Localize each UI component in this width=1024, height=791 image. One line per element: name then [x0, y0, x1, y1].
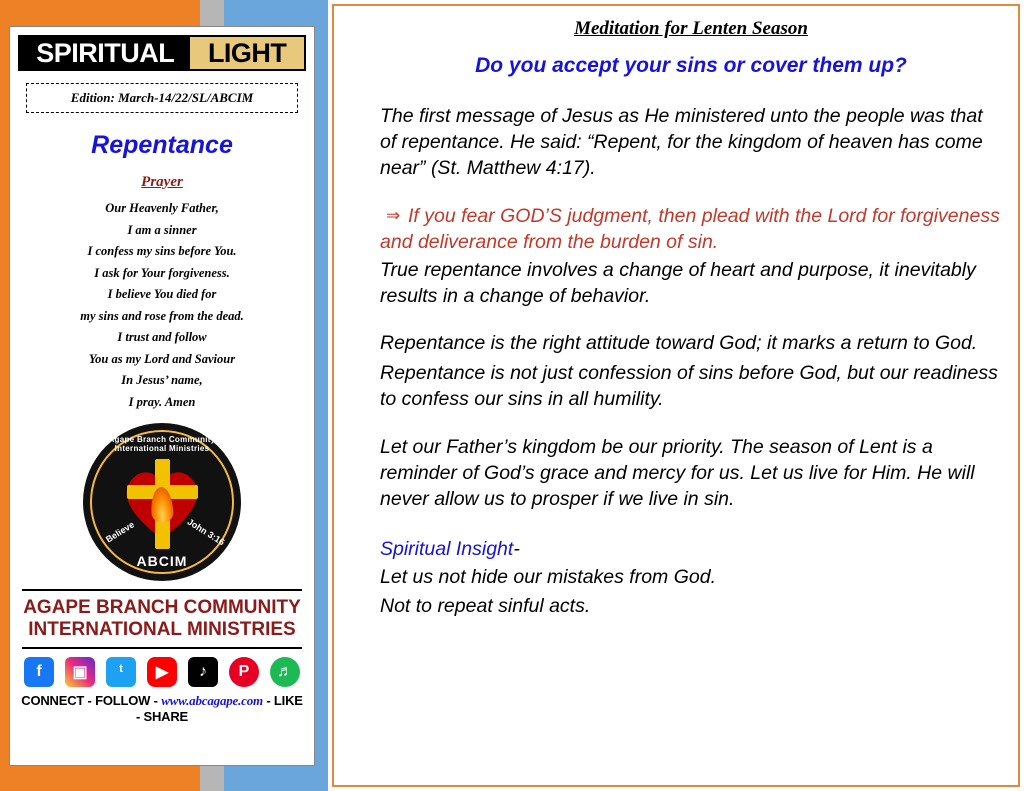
- article-paragraph-1: The first message of Jesus as He ministered unto the people was that of repentance. He said: “Repent, for the kingdom of heaven has come near” (St. Matthew 4:17).: [380, 105, 983, 179]
- facebook-icon[interactable]: [24, 657, 54, 687]
- prayer-line: I pray. Amen: [128, 394, 196, 409]
- prayer-line: You as my Lord and Saviour: [88, 351, 236, 366]
- prayer-line: I believe You died for: [107, 287, 217, 301]
- article-title: Meditation for Lenten Season: [574, 18, 808, 39]
- spiritual-insight-line-2: Not to repeat sinful acts.: [380, 594, 591, 617]
- pinterest-icon[interactable]: [229, 657, 259, 687]
- article-paragraph-2: True repentance involves a change of heart and purpose, it inevitably results in a change of behavior.: [380, 258, 976, 307]
- connect-line: [18, 693, 306, 724]
- prayer-line: I am a sinner: [127, 222, 197, 237]
- spiritual-insight-line-1: Let us not hide our mistakes from God.: [380, 566, 716, 589]
- organization-name: [18, 597, 306, 641]
- emblem-top-text: Agape Branch Community International Ministries: [108, 435, 216, 453]
- emblem-acronym: ABCIM: [136, 553, 188, 569]
- flyer-title: Repentance: [91, 131, 233, 159]
- emblem-left-text: Believe: [103, 519, 137, 545]
- organization-name-line1: AGAPE BRANCH COMMUNITY: [23, 597, 301, 618]
- spiritual-insight-block: [380, 535, 1002, 620]
- twitter-icon[interactable]: [106, 657, 136, 687]
- article-paragraph-highlight: If you fear GOD’S judgment, then plead with the Lord for forgiveness and deliverance from the burden of sin.: [380, 204, 1000, 253]
- emblem-circle: [83, 423, 241, 581]
- prayer-text: [18, 198, 306, 413]
- article-question: Do you accept your sins or cover them up?: [475, 54, 907, 77]
- article-paragraph-5: Let our Father’s kingdom be our priority. The season of Lent is a reminder of God’s grace and mercy for us. Let us live for Him. He will never allow us to prosper if we live in sin.: [380, 436, 975, 511]
- logo-word-light: LIGHT: [190, 37, 304, 69]
- emblem-right-text: John 3:16: [185, 516, 227, 548]
- tiktok-icon[interactable]: [188, 657, 218, 687]
- divider-top: [22, 589, 302, 591]
- spiritual-insight-label: Spiritual Insight: [380, 537, 514, 560]
- article-panel: [332, 4, 1020, 787]
- twitter-glyph: ᵗ: [119, 662, 123, 680]
- pinterest-glyph: P: [238, 662, 250, 680]
- spiritual-insight-dash: -: [513, 537, 520, 560]
- spotify-icon[interactable]: [270, 657, 300, 687]
- article-paragraph-3: Repentance is the right attitude toward God; it marks a return to God.: [380, 332, 978, 355]
- instagram-icon[interactable]: [65, 657, 95, 687]
- prayer-line: my sins and rose from the dead.: [80, 308, 244, 323]
- connect-prefix: CONNECT - FOLLOW -: [21, 692, 158, 708]
- prayer-line: I trust and follow: [117, 330, 207, 344]
- facebook-glyph: f: [36, 662, 42, 680]
- prayer-heading: Prayer: [141, 174, 183, 190]
- ministry-emblem: [18, 423, 306, 581]
- social-links: [18, 657, 306, 687]
- prayer-line: I ask for Your forgiveness.: [94, 265, 230, 280]
- spiritual-insight-heading: [380, 535, 1002, 563]
- youtube-icon[interactable]: [147, 657, 177, 687]
- flyer-card: [9, 26, 315, 766]
- prayer-line: In Jesus’ name,: [121, 373, 203, 387]
- prayer-line: I confess my sins before You.: [87, 244, 237, 258]
- arrow-marker-icon: ⇒: [386, 205, 401, 225]
- spotify-glyph: ♬: [277, 662, 293, 680]
- youtube-glyph: ▶: [155, 663, 169, 681]
- logo-word-spiritual: SPIRITUAL: [20, 37, 190, 69]
- publication-logo: [18, 35, 306, 71]
- article-paragraph-4: Repentance is not just confession of sins before God, but our readiness to confess our sins in all humility.: [380, 362, 998, 411]
- prayer-line: Our Heavenly Father,: [105, 201, 219, 215]
- instagram-glyph: ▣: [72, 663, 88, 681]
- tiktok-glyph: ♪: [199, 662, 207, 680]
- divider-bottom: [22, 647, 302, 649]
- organization-name-line2: INTERNATIONAL MINISTRIES: [28, 618, 296, 640]
- connect-suffix: - LIKE - SHARE: [135, 692, 303, 724]
- website-url[interactable]: www.abcagape.com: [161, 692, 263, 708]
- edition-label: Edition: March-14/22/SL/ABCIM: [26, 83, 298, 113]
